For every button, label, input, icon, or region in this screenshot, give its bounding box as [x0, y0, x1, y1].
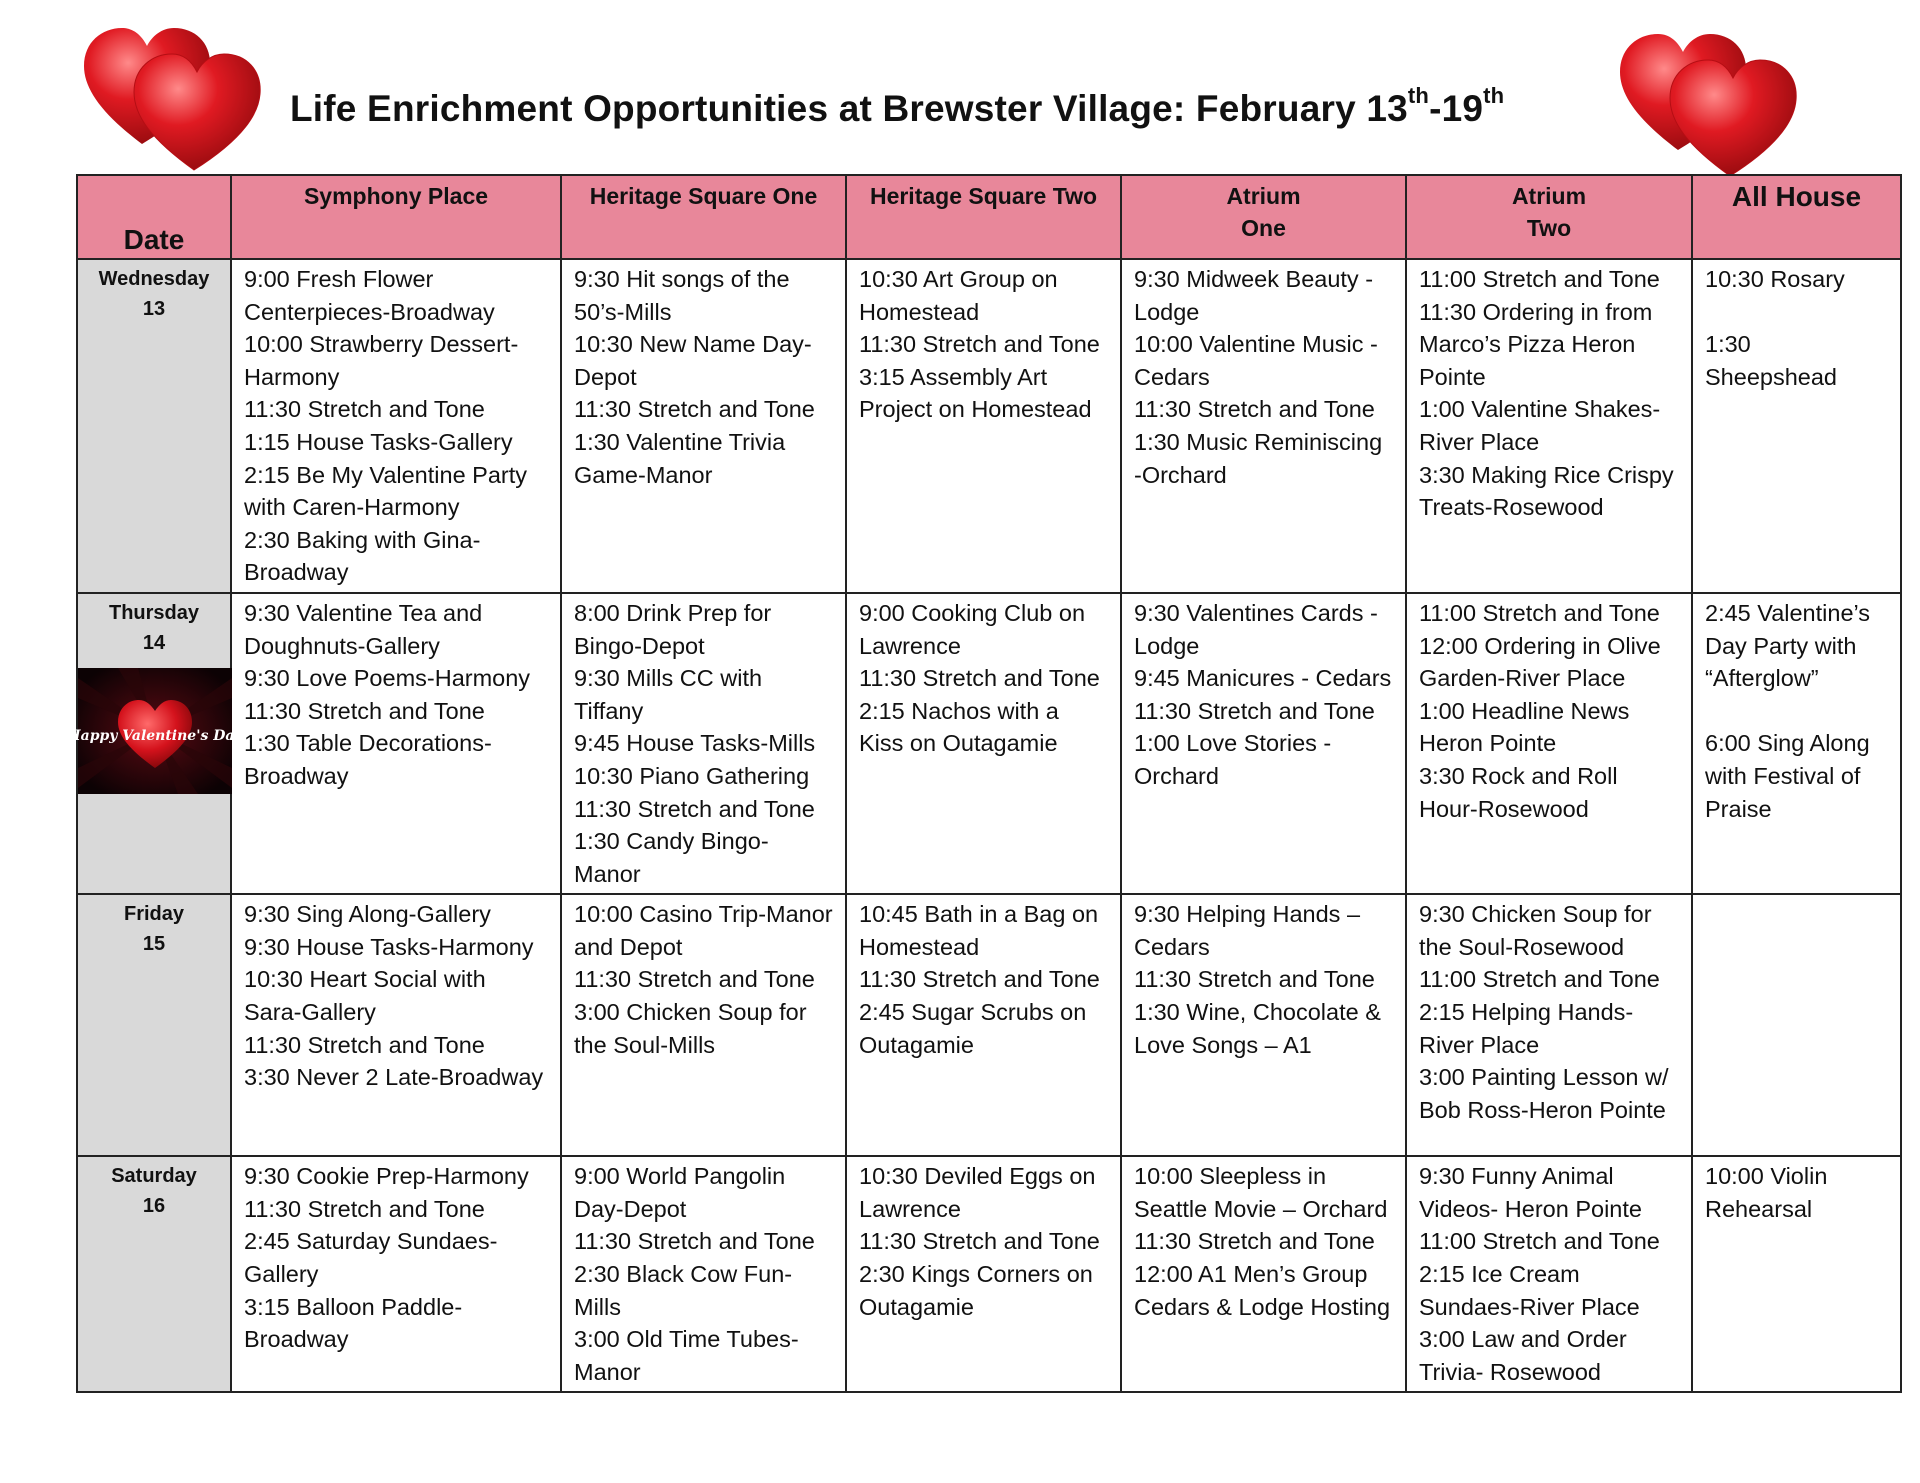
events-all-house: 10:00 Violin Rehearsal	[1692, 1156, 1901, 1392]
events-heritage-square-two: 10:45 Bath in a Bag on Homestead 11:30 Stretch and Tone 2:45 Sugar Scrubs on Outagamie	[846, 894, 1121, 1156]
events-heritage-square-one: 9:30 Hit songs of the 50’s-Mills 10:30 New Name Day-Depot 11:30 Stretch and Tone 1:30 Valentine Trivia Game-Manor	[561, 259, 846, 593]
events-atrium-one: 9:30 Helping Hands – Cedars 11:30 Stretch and Tone 1:30 Wine, Chocolate & Love Songs – A1	[1121, 894, 1406, 1156]
date-cell	[77, 894, 231, 1156]
events-symphony-place: 9:00 Fresh Flower Centerpieces-Broadway 10:00 Strawberry Dessert-Harmony 11:30 Stretch and Tone 1:15 House Tasks-Gallery 2:15 Be My Valentine Party with Caren-Harmony 2:30 Baking with Gina-Broadway	[231, 259, 561, 593]
svg-text:Happy Valentine's Day: Happy Valentine's Day	[67, 727, 243, 744]
events-heritage-square-two: 10:30 Art Group on Homestead 11:30 Stretch and Tone 3:15 Assembly Art Project on Homestead	[846, 259, 1121, 593]
valentine-heart-icon	[67, 668, 243, 794]
events-all-house	[1692, 894, 1901, 1156]
date-cell	[77, 259, 231, 593]
events-all-house: 10:30 Rosary 1:30 Sheepshead	[1692, 259, 1901, 593]
column-header-all-house: All House	[1692, 175, 1901, 259]
date-cell	[77, 1156, 231, 1392]
table-row	[77, 1156, 1901, 1392]
title-text: Life Enrichment Opportunities at Brewster Village: February 13	[290, 88, 1408, 129]
header-row	[77, 175, 1901, 259]
schedule-table	[67, 174, 1902, 1393]
events-atrium-two: 9:30 Chicken Soup for the Soul-Rosewood 11:00 Stretch and Tone 2:15 Helping Hands-River Place 3:00 Painting Lesson w/ Bob Ross-Heron Pointe	[1406, 894, 1692, 1156]
events-atrium-two: 11:00 Stretch and Tone 12:00 Ordering in Olive Garden-River Place 1:00 Headline News Heron Pointe 3:30 Rock and Roll Hour-Rosewood	[1406, 593, 1692, 894]
day-number: 13	[142, 298, 166, 320]
events-all-house: 2:45 Valentine’s Day Party with “Afterglow” 6:00 Sing Along with Festival of Praise	[1692, 593, 1901, 894]
table-row	[77, 593, 1901, 894]
events-atrium-one: 10:00 Sleepless in Seattle Movie – Orchard 11:30 Stretch and Tone 12:00 A1 Men’s Group Cedars & Lodge Hosting	[1121, 1156, 1406, 1392]
events-symphony-place: 9:30 Valentine Tea and Doughnuts-Gallery 9:30 Love Poems-Harmony 11:30 Stretch and Tone 1:30 Table Decorations-Broadway	[231, 593, 561, 894]
table-row	[77, 894, 1901, 1156]
day-number: 15	[142, 933, 166, 956]
events-atrium-one: 9:30 Midweek Beauty - Lodge 10:00 Valentine Music - Cedars 11:30 Stretch and Tone 1:30 Music Reminiscing -Orchard	[1121, 259, 1406, 593]
hearts-decoration-right-icon	[1618, 30, 1808, 180]
column-header-date: Date	[77, 175, 231, 259]
events-atrium-two: 11:00 Stretch and Tone 11:30 Ordering in from Marco’s Pizza Heron Pointe 1:00 Valentine Shakes-River Place 3:30 Making Rice Crispy Treats-Rosewood	[1406, 259, 1692, 593]
column-header-heritage-square-two: Heritage Square Two	[846, 175, 1121, 259]
events-heritage-square-one: 9:00 World Pangolin Day-Depot 11:30 Stretch and Tone 2:30 Black Cow Fun-Mills 3:00 Old Time Tubes-Manor	[561, 1156, 846, 1392]
events-heritage-square-two: 10:30 Deviled Eggs on Lawrence 11:30 Stretch and Tone 2:30 Kings Corners on Outagamie	[846, 1156, 1121, 1392]
events-symphony-place: 9:30 Cookie Prep-Harmony 11:30 Stretch and Tone 2:45 Saturday Sundaes-Gallery 3:15 Balloon Paddle-Broadway	[231, 1156, 561, 1392]
column-header-atrium-one: Atrium One	[1121, 175, 1406, 259]
hearts-decoration-left-icon	[82, 24, 272, 174]
day-name: Friday	[123, 903, 185, 926]
title-superscript-end: th	[1483, 83, 1505, 108]
title-superscript-start: th	[1407, 83, 1430, 108]
events-symphony-place: 9:30 Sing Along-Gallery 9:30 House Tasks-Harmony 10:30 Heart Social with Sara-Gallery 11:30 Stretch and Tone 3:30 Never 2 Late-Broadway	[231, 894, 561, 1156]
page-title	[290, 83, 1630, 130]
events-atrium-one: 9:30 Valentines Cards - Lodge 9:45 Manicures - Cedars 11:30 Stretch and Tone 1:00 Love Stories - Orchard	[1121, 593, 1406, 894]
day-number: 16	[142, 1195, 166, 1218]
column-header-heritage-square-one: Heritage Square One	[561, 175, 846, 259]
events-heritage-square-one: 8:00 Drink Prep for Bingo-Depot 9:30 Mills CC with Tiffany 9:45 House Tasks-Mills 10:30 Piano Gathering 11:30 Stretch and Tone 1:30 Candy Bingo-Manor	[561, 593, 846, 894]
events-heritage-square-two: 9:00 Cooking Club on Lawrence 11:30 Stretch and Tone 2:15 Nachos with a Kiss on Outagamie	[846, 593, 1121, 894]
column-header-atrium-two: Atrium Two	[1406, 175, 1692, 259]
day-name: Saturday	[111, 1165, 197, 1188]
table-row	[77, 259, 1901, 593]
date-cell	[67, 593, 243, 894]
day-number: 14	[142, 631, 166, 654]
day-name: Wednesday	[98, 268, 210, 290]
events-atrium-two: 9:30 Funny Animal Videos- Heron Pointe 11:00 Stretch and Tone 2:15 Ice Cream Sundaes-River Place 3:00 Law and Order Trivia- Rosewood	[1406, 1156, 1692, 1392]
title-range-end: -19	[1429, 88, 1484, 129]
day-name: Thursday	[108, 601, 200, 624]
events-heritage-square-one: 10:00 Casino Trip-Manor and Depot 11:30 Stretch and Tone 3:00 Chicken Soup for the Soul-Mills	[561, 894, 846, 1156]
valentine-image	[67, 668, 243, 794]
column-header-symphony-place: Symphony Place	[231, 175, 561, 259]
